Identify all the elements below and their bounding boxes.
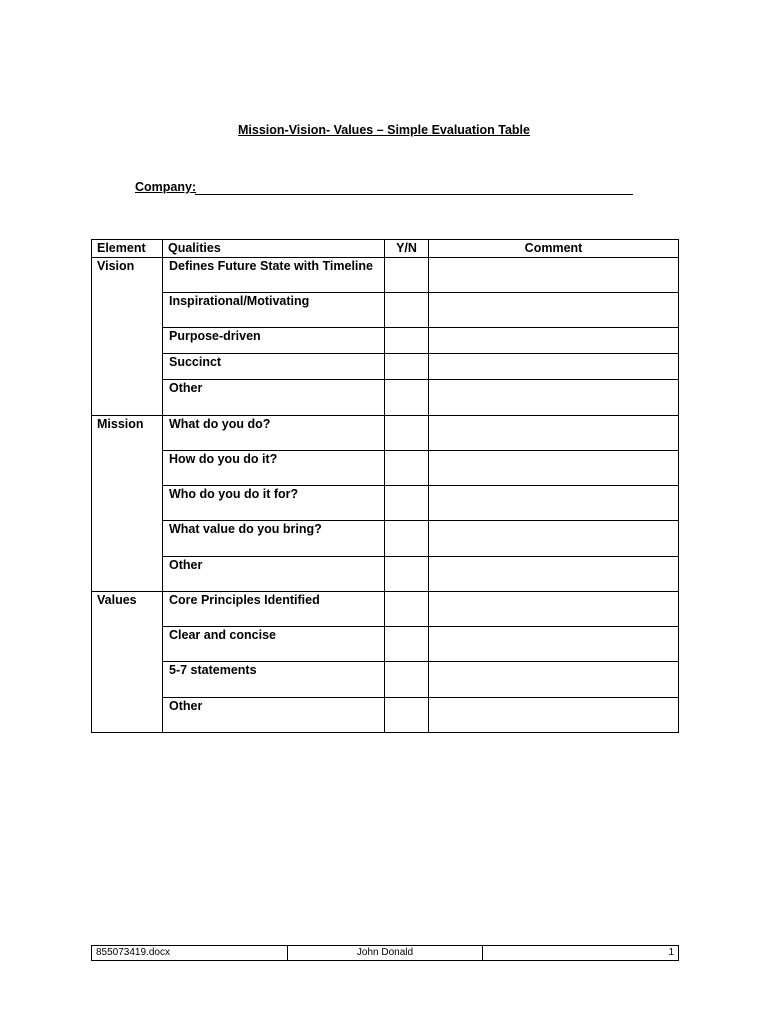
company-label: Company: bbox=[135, 180, 197, 194]
table-row bbox=[92, 416, 679, 451]
yn-cell[interactable] bbox=[385, 486, 429, 521]
footer-page-number: 1 bbox=[483, 946, 679, 961]
company-field bbox=[135, 180, 196, 194]
table-row bbox=[92, 328, 679, 354]
footer-filename: 855073419.docx bbox=[92, 946, 288, 961]
element-vision: Vision bbox=[92, 258, 163, 416]
comment-cell[interactable] bbox=[429, 662, 679, 698]
quality-cell: Defines Future State with Timeline bbox=[163, 258, 385, 293]
table-row bbox=[92, 293, 679, 328]
quality-cell: Succinct bbox=[163, 354, 385, 380]
table-row bbox=[92, 451, 679, 486]
comment-cell[interactable] bbox=[429, 354, 679, 380]
yn-cell[interactable] bbox=[385, 451, 429, 486]
header-qualities: Qualities bbox=[163, 240, 385, 258]
quality-cell: Inspirational/Motivating bbox=[163, 293, 385, 328]
comment-cell[interactable] bbox=[429, 293, 679, 328]
quality-cell: Core Principles Identified bbox=[163, 592, 385, 627]
quality-cell: Who do you do it for? bbox=[163, 486, 385, 521]
yn-cell[interactable] bbox=[385, 698, 429, 733]
yn-cell[interactable] bbox=[385, 416, 429, 451]
company-underline bbox=[195, 194, 633, 195]
table-row bbox=[92, 486, 679, 521]
comment-cell[interactable] bbox=[429, 380, 679, 416]
comment-cell[interactable] bbox=[429, 486, 679, 521]
table-row bbox=[92, 521, 679, 557]
table-row bbox=[92, 592, 679, 627]
yn-cell[interactable] bbox=[385, 557, 429, 592]
table-row bbox=[92, 557, 679, 592]
evaluation-table bbox=[91, 239, 679, 733]
comment-cell[interactable] bbox=[429, 521, 679, 557]
yn-cell[interactable] bbox=[385, 354, 429, 380]
table-row bbox=[92, 354, 679, 380]
comment-cell[interactable] bbox=[429, 328, 679, 354]
quality-cell: What value do you bring? bbox=[163, 521, 385, 557]
quality-cell: What do you do? bbox=[163, 416, 385, 451]
quality-cell: Purpose-driven bbox=[163, 328, 385, 354]
quality-cell: Other bbox=[163, 557, 385, 592]
table-row bbox=[92, 258, 679, 293]
yn-cell[interactable] bbox=[385, 293, 429, 328]
yn-cell[interactable] bbox=[385, 521, 429, 557]
table-row bbox=[92, 380, 679, 416]
quality-cell: How do you do it? bbox=[163, 451, 385, 486]
table-row bbox=[92, 698, 679, 733]
table-header-row bbox=[92, 240, 679, 258]
comment-cell[interactable] bbox=[429, 627, 679, 662]
header-element: Element bbox=[92, 240, 163, 258]
yn-cell[interactable] bbox=[385, 380, 429, 416]
comment-cell[interactable] bbox=[429, 698, 679, 733]
header-comment: Comment bbox=[429, 240, 679, 258]
element-mission: Mission bbox=[92, 416, 163, 592]
header-yn: Y/N bbox=[385, 240, 429, 258]
yn-cell[interactable] bbox=[385, 627, 429, 662]
document-title: Mission-Vision- Values – Simple Evaluation Table bbox=[238, 123, 530, 137]
comment-cell[interactable] bbox=[429, 258, 679, 293]
yn-cell[interactable] bbox=[385, 592, 429, 627]
footer-author: John Donald bbox=[288, 946, 483, 961]
comment-cell[interactable] bbox=[429, 557, 679, 592]
quality-cell: Other bbox=[163, 698, 385, 733]
yn-cell[interactable] bbox=[385, 258, 429, 293]
table-row bbox=[92, 627, 679, 662]
quality-cell: Clear and concise bbox=[163, 627, 385, 662]
comment-cell[interactable] bbox=[429, 416, 679, 451]
quality-cell: 5-7 statements bbox=[163, 662, 385, 698]
comment-cell[interactable] bbox=[429, 451, 679, 486]
yn-cell[interactable] bbox=[385, 662, 429, 698]
table-row bbox=[92, 662, 679, 698]
element-values: Values bbox=[92, 592, 163, 733]
page-footer bbox=[91, 945, 679, 961]
comment-cell[interactable] bbox=[429, 592, 679, 627]
yn-cell[interactable] bbox=[385, 328, 429, 354]
quality-cell: Other bbox=[163, 380, 385, 416]
